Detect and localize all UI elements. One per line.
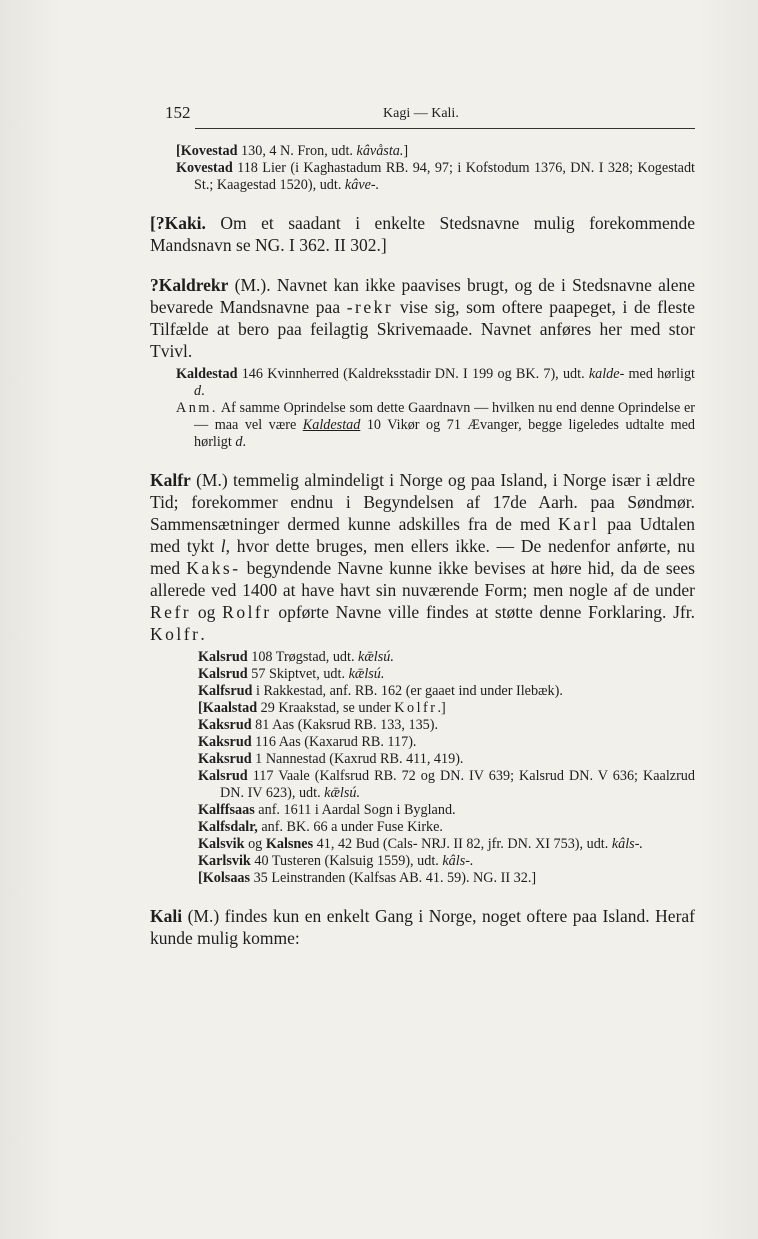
note-anm: Anm. Af samme Oprindelse som dette Gaardnavn — hvilken nu end denne Oprindelse er — maa vel være Kaldestad 10 Vikør og 71 Ævanger, begge ligeledes udtalte med hørligt d. — [176, 400, 695, 450]
entry-kalsrud-1: Kalsrud 108 Trøgstad, udt. kǣlsú. — [198, 649, 394, 665]
entry-kaalstad: [Kaalstad 29 Kraakstad, se under Kolfr.] — [198, 700, 446, 716]
entry-kalfsrud: Kalfsrud i Rakkestad, anf. RB. 162 (er gaaet ind under Ilebæk). — [198, 683, 563, 699]
entry-kalsrud-2: Kalsrud 57 Skiptvet, udt. kǣlsú. — [198, 666, 385, 682]
entry-kalsvik: Kalsvik og Kalsnes 41, 42 Bud (Cals- NRJ. II 82, jfr. DN. XI 753), udt. kâls-. — [198, 836, 643, 852]
entry-kalsrud-3: Kalsrud 117 Vaale (Kalfsrud RB. 72 og DN. IV 639; Kalsrud DN. V 636; Kaalzrud DN. IV 623), udt. kǣlsú. — [198, 768, 695, 801]
header-rule — [195, 128, 695, 129]
entry-kaldrekr: ?Kaldrekr (M.). Navnet kan ikke paavises brugt, og de i Stedsnavne alene bevarede Mandsnavne paa -rekr vise sig, som oftere paapeget, i de fleste Tilfælde at bero paa feilagtig Skrivemaade. Navnet anføres her med stor Tvivl. — [150, 275, 695, 361]
page-header — [165, 103, 695, 125]
entry-kovestad-2: Kovestad 118 Lier (i Kaghastadum RB. 94, 97; i Kofstodum 1376, DN. I 328; Kogestadt St.; Kaagestad 1520), udt. kâve-. — [176, 160, 695, 193]
entry-kali: Kali (M.) findes kun en enkelt Gang i Norge, noget oftere paa Island. Heraf kunde mulig komme: — [150, 906, 695, 948]
entry-kaki: [?Kaki. Om et saadant i enkelte Stedsnavne mulig forekommende Mandsnavn se NG. I 362. II 302.] — [150, 213, 695, 255]
entry-karlsvik: Karlsvik 40 Tusteren (Kalsuig 1559), udt. kâls-. — [198, 853, 474, 869]
entry-kaksrud-1: Kaksrud 81 Aas (Kaksrud RB. 133, 135). — [198, 717, 439, 733]
entry-kovestad-1: [Kovestad 130, 4 N. Fron, udt. kâvåsta.] — [176, 143, 409, 159]
entry-kaldestad: Kaldestad 146 Kvinnherred (Kaldreksstadir DN. I 199 og BK. 7), udt. kalde- med hørligt d. — [176, 366, 695, 399]
entry-kaksrud-2: Kaksrud 116 Aas (Kaxarud RB. 117). — [198, 734, 417, 750]
entry-kaksrud-3: Kaksrud 1 Nannestad (Kaxrud RB. 411, 419). — [198, 751, 464, 767]
running-title: Kagi — Kali. — [383, 106, 459, 121]
page-body — [150, 143, 695, 949]
entry-kalfsdalr: Kalfsdalr, anf. BK. 66 a under Fuse Kirke. — [198, 819, 443, 835]
entry-kolsaas: [Kolsaas 35 Leinstranden (Kalfsas AB. 41. 59). NG. II 32.] — [198, 870, 537, 886]
entry-kalfr: Kalfr (M.) temmelig almindeligt i Norge og paa Island, i Norge især i ældre Tid; forekommer endnu i Begyndelsen af 17de Aarh. paa Søndmør. Sammensætninger dermed kunne adskilles fra de med Karl paa Udtalen med tykt l, hvor dette bruges, men ellers ikke. — De nedenfor anførte, nu med Kaks- begyndende Navne kunne ikke bevises at høre hid, da de sees allerede ved 1400 at have havt sin nuværende Form; men nogle af de under Refr og Rolfr opførte Navne ville findes at støtte denne Forklaring. Jfr. Kolfr. — [150, 470, 696, 644]
page-number: 152 — [165, 103, 191, 122]
entry-kalffsaas: Kalffsaas anf. 1611 i Aardal Sogn i Bygland. — [198, 802, 456, 818]
